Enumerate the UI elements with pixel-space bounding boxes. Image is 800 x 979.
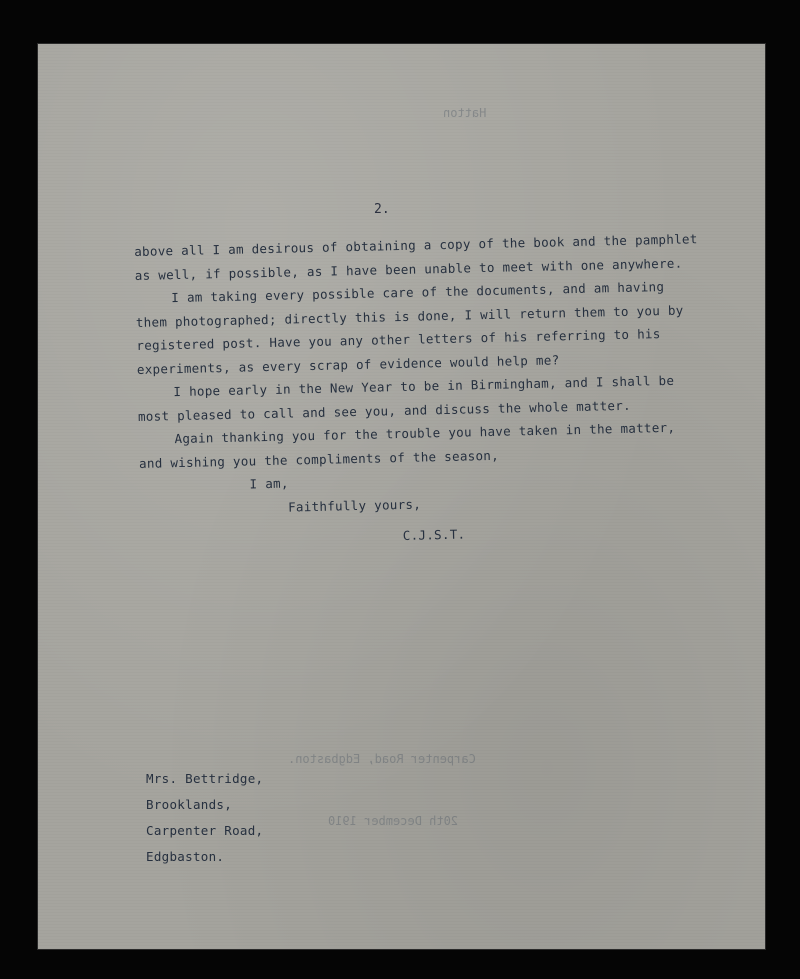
- bleed-through-mark: 20th December 1910: [328, 814, 459, 828]
- body-line: I hope early in the New Year to be in Birmingham, and I shall be: [173, 372, 675, 400]
- body-line: I am taking every possible care of the documents, and am having: [171, 278, 665, 306]
- letter-sheet: [38, 44, 765, 949]
- address-line: Mrs. Bettridge,: [146, 771, 264, 786]
- body-line: registered post. Have you any other letters of his referring to his: [136, 326, 661, 353]
- bleed-through-mark: Hatton: [443, 106, 487, 120]
- body-line: and wishing you the compliments of the season,: [138, 447, 500, 471]
- bleed-through-mark: Carpenter Road, Edgbaston.: [288, 752, 476, 766]
- address-line: Edgbaston.: [146, 849, 225, 864]
- closing-i-am: I am,: [249, 475, 289, 492]
- body-line: as well, if possible, as I have been unable to meet with one anywhere.: [134, 255, 683, 283]
- body-line: them photographed; directly this is done, I will return them to you by: [135, 302, 684, 330]
- closing-faithfully: Faithfully yours,: [287, 496, 422, 515]
- letter-body: [134, 226, 741, 553]
- page-number: 2.: [374, 202, 390, 217]
- address-line: Brooklands,: [146, 797, 233, 812]
- address-line: Carpenter Road,: [146, 823, 264, 838]
- body-line: experiments, as every scrap of evidence would help me?: [136, 351, 560, 377]
- body-line: most pleased to call and see you, and discuss the whole matter.: [137, 397, 632, 424]
- signature-initials: C.J.S.T.: [402, 526, 466, 543]
- recipient-address: [146, 766, 263, 870]
- body-line: Again thanking you for the trouble you have taken in the matter,: [174, 419, 676, 447]
- body-line: above all I am desirous of obtaining a copy of the book and the pamphlet: [134, 231, 698, 259]
